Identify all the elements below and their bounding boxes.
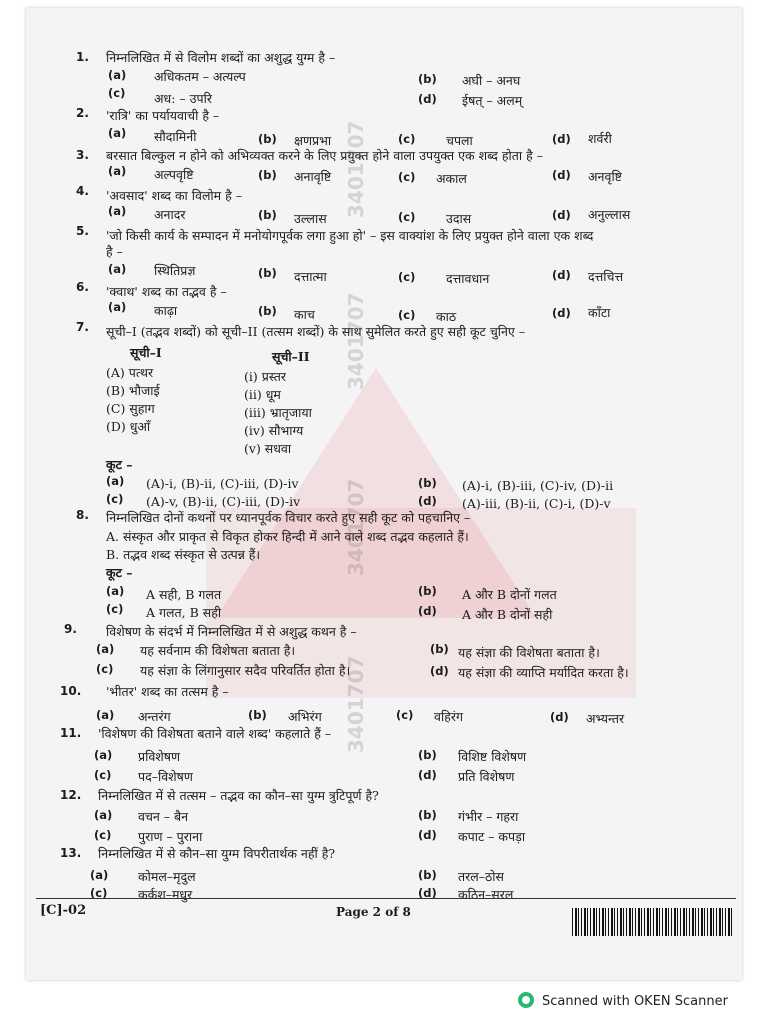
question-text: बरसात बिल्कुल न होने को अभिव्यक्त करने के लिए प्रयुक्त होने वाला उपयुक्त एक शब्द होता है – (106, 148, 543, 163)
option-label: (c) (90, 886, 108, 900)
option-text: अनादर (154, 207, 186, 222)
option-label: (d) (418, 886, 437, 900)
option-label: (b) (418, 72, 437, 86)
option-label: (b) (418, 868, 437, 882)
option-label: (d) (552, 168, 571, 182)
option-text: अधिकतम – अत्यल्प (154, 69, 246, 84)
option-label: (b) (418, 584, 437, 598)
option-label: (a) (108, 204, 127, 218)
option-label: (d) (430, 664, 449, 678)
question-number: 13. (60, 846, 82, 860)
footer-divider (36, 898, 736, 899)
option-text: क्षणप्रभा (294, 133, 332, 148)
option-label: (d) (550, 710, 569, 724)
option-label: (c) (398, 210, 416, 224)
option-text: (A)-i, (B)-iii, (C)-iv, (D)-ii (462, 478, 614, 493)
option-text: कर्कश–मधुर (138, 887, 193, 902)
option-text: काठ (436, 309, 457, 324)
question-text: 'रात्रि' का पर्यायवाची है – (106, 108, 220, 123)
question-number: 4. (76, 184, 89, 198)
list1-item: (A) पत्थर (106, 365, 154, 380)
option-label: (b) (248, 708, 267, 722)
option-text: वहिरंग (434, 709, 463, 724)
option-text: गंभीर – गहरा (458, 809, 519, 824)
barcode (572, 908, 732, 936)
option-label: (a) (96, 642, 115, 656)
option-text: पद–विशेषण (138, 769, 193, 784)
option-text: काढ़ा (154, 303, 178, 318)
question-text: 'अवसाद' शब्द का विलोम है – (106, 188, 242, 203)
list2-item: (ii) धूम (244, 387, 281, 402)
list2-item: (i) प्रस्तर (244, 369, 286, 384)
option-label: (a) (96, 708, 115, 722)
option-text: कोमल–मृदुल (138, 869, 196, 884)
option-label: (d) (418, 828, 437, 842)
option-label: (c) (398, 170, 416, 184)
option-label: (a) (106, 584, 125, 598)
list2-item: (iv) सौभाग्य (244, 423, 304, 438)
option-text: A और B दोनों सही (462, 607, 553, 622)
option-text: सौदामिनी (154, 129, 197, 144)
option-text: यह सर्वनाम की विशेषता बताता है। (140, 643, 296, 658)
option-label: (d) (552, 132, 571, 146)
option-text: चपला (446, 133, 473, 148)
option-text: शर्वरी (588, 131, 612, 146)
option-label: (b) (258, 266, 277, 280)
question-text: 'भीतर' शब्द का तत्सम है – (106, 684, 229, 699)
option-label: (b) (258, 168, 277, 182)
option-text: अघी – अनघ (462, 73, 521, 88)
list2-item: (iii) भ्रातृजाया (244, 405, 312, 420)
question-number: 9. (64, 622, 77, 636)
option-label: (a) (108, 300, 127, 314)
option-label: (d) (418, 92, 437, 106)
option-text: यह संज्ञा की विशेषता बताता है। (458, 645, 600, 660)
scanner-logo-icon (518, 992, 534, 1008)
option-label: (b) (418, 808, 437, 822)
option-label: (a) (108, 68, 127, 82)
question-number: 12. (60, 788, 82, 802)
list1-item: (B) भौजाई (106, 383, 160, 398)
option-text: उदास (446, 211, 472, 226)
question-text: 'जो किसी कार्य के सम्पादन में मनोयोगपूर्वक लगा हुआ हो' – इस वाक्यांश के लिए प्रयुक्त होने वाला एक शब्द (106, 228, 594, 243)
option-label: (a) (108, 164, 127, 178)
option-label: (c) (398, 270, 416, 284)
scanner-label: Scanned with OKEN Scanner (542, 994, 728, 1009)
option-text: कपाट – कपड़ा (458, 829, 526, 844)
option-text: काच (294, 307, 315, 322)
option-label: (a) (106, 474, 125, 488)
option-label: (c) (94, 768, 112, 782)
option-text: दत्तचित्त (588, 269, 624, 284)
question-number: 7. (76, 320, 89, 334)
list1-heading: सूची–I (130, 345, 162, 360)
option-text: यह संज्ञा की व्याप्ति मर्यादित करता है। (458, 665, 629, 680)
option-text: अनवृष्टि (588, 169, 622, 184)
option-label: (c) (106, 492, 124, 506)
question-text: निम्नलिखित में से विलोम शब्दों का अशुद्ध युग्म है – (106, 50, 336, 65)
option-label: (c) (398, 308, 416, 322)
option-text: उल्लास (294, 211, 327, 226)
option-text: प्रति विशेषण (458, 769, 515, 784)
option-text: A और B दोनों गलत (462, 587, 557, 602)
question-text: सूची–I (तद्भव शब्दों) को सूची–II (तत्सम शब्दों) के साथ सुमेलित करते हुए सही कूट चुनिए – (106, 324, 526, 339)
option-text: पुराण – पुराना (138, 829, 203, 844)
watermark-number: 3401707 (344, 120, 368, 218)
option-text: तरल–ठोस (458, 869, 504, 884)
option-label: (b) (430, 642, 449, 656)
option-text: यह संज्ञा के लिंगानुसार सदैव परिवर्तित होता है। (140, 663, 351, 678)
option-label: (d) (552, 208, 571, 222)
question-text: 'विशेषण की विशेषता बताने वाले शब्द' कहलाते हैं – (98, 726, 332, 741)
option-text: अनावृष्टि (294, 169, 332, 184)
question-text: निम्नलिखित में से कौन–सा युग्म विपरीतार्थक नहीं है? (98, 846, 336, 861)
option-text: अध: – उपरि (154, 91, 212, 106)
watermark-number: 3401707 (344, 478, 368, 576)
option-text: अनुल्लास (588, 207, 631, 222)
option-label: (d) (418, 768, 437, 782)
list1-item: (D) धुआँ (106, 419, 151, 434)
option-label: (b) (258, 304, 277, 318)
option-label: (c) (108, 86, 126, 100)
option-label: (a) (108, 126, 127, 140)
question-text: निम्नलिखित दोनों कथनों पर ध्यानपूर्वक विचार करते हुए सही कूट को पहचानिए – (106, 510, 471, 525)
statement-b: B. तद्भव शब्द संस्कृत से उत्पन्न हैं। (106, 547, 261, 562)
option-label: (b) (418, 748, 437, 762)
option-label: (c) (94, 828, 112, 842)
option-text: ईषत् – अलम् (462, 93, 523, 108)
option-label: (b) (258, 132, 277, 146)
option-label: (b) (418, 476, 437, 490)
question-text: 'क्वाथ' शब्द का तद्भव है – (106, 284, 227, 299)
question-number: 3. (76, 148, 89, 162)
option-label: (d) (552, 268, 571, 282)
option-label: (a) (90, 868, 109, 882)
option-label: (b) (258, 208, 277, 222)
option-text: (A)-iii, (B)-ii, (C)-i, (D)-v (462, 496, 611, 511)
question-text-continued: है – (106, 244, 123, 259)
option-text: A सही, B गलत (146, 587, 222, 602)
watermark-number: 3401707 (344, 655, 368, 753)
option-text: स्थितिप्रज्ञ (154, 263, 196, 278)
option-text: अन्तरंग (138, 709, 171, 724)
question-number: 2. (76, 106, 89, 120)
koot-label: कूट – (106, 457, 133, 472)
option-label: (d) (418, 494, 437, 508)
watermark-number: 3401707 (344, 292, 368, 390)
question-text: विशेषण के संदर्भ में निम्नलिखित में से अशुद्ध कथन है – (106, 624, 357, 639)
list2-heading: सूची–II (272, 349, 310, 364)
question-text: निम्नलिखित में से तत्सम – तद्भव का कौन–सा युग्म त्रुटिपूर्ण है? (98, 788, 379, 803)
option-label: (d) (418, 604, 437, 618)
question-number: 8. (76, 508, 89, 522)
paper-code: [C]-02 (40, 903, 87, 918)
option-text: विशिष्ट विशेषण (458, 749, 527, 764)
option-text: अभिरंग (288, 709, 322, 724)
option-text: अकाल (436, 171, 467, 186)
option-label: (c) (106, 602, 124, 616)
option-text: अभ्यन्तर (586, 711, 625, 726)
option-text: A गलत, B सही (146, 605, 222, 620)
option-text: प्रविशेषण (138, 749, 181, 764)
option-label: (a) (94, 748, 113, 762)
option-text: दत्तात्मा (294, 269, 327, 284)
option-label: (a) (108, 262, 127, 276)
list2-item: (v) सधवा (244, 441, 292, 456)
option-text: दत्तावधान (446, 271, 490, 286)
statement-a: A. संस्कृत और प्राकृत से विकृत होकर हिन्दी में आने वाले शब्द तद्भव कहलाते हैं। (106, 529, 469, 544)
question-number: 6. (76, 280, 89, 294)
question-number: 11. (60, 726, 82, 740)
option-label: (d) (552, 306, 571, 320)
question-number: 10. (60, 684, 82, 698)
koot-label: कूट – (106, 565, 133, 580)
exam-page (26, 8, 742, 980)
question-number: 5. (76, 224, 89, 238)
option-label: (c) (398, 132, 416, 146)
option-text: (A)-v, (B)-ii, (C)-iii, (D)-iv (146, 494, 301, 509)
page-number: Page 2 of 8 (336, 905, 411, 919)
scanner-badge (518, 992, 728, 1009)
list1-item: (C) सुहाग (106, 401, 155, 416)
option-text: कठिन–सरल (458, 887, 514, 902)
option-text: काँटा (588, 305, 611, 320)
option-label: (c) (396, 708, 414, 722)
question-number: 1. (76, 50, 89, 64)
option-text: अल्पवृष्टि (154, 167, 194, 182)
option-text: (A)-i, (B)-ii, (C)-iii, (D)-iv (146, 476, 299, 491)
option-label: (c) (96, 662, 114, 676)
option-label: (a) (94, 808, 113, 822)
option-text: वचन – बैन (138, 809, 189, 824)
